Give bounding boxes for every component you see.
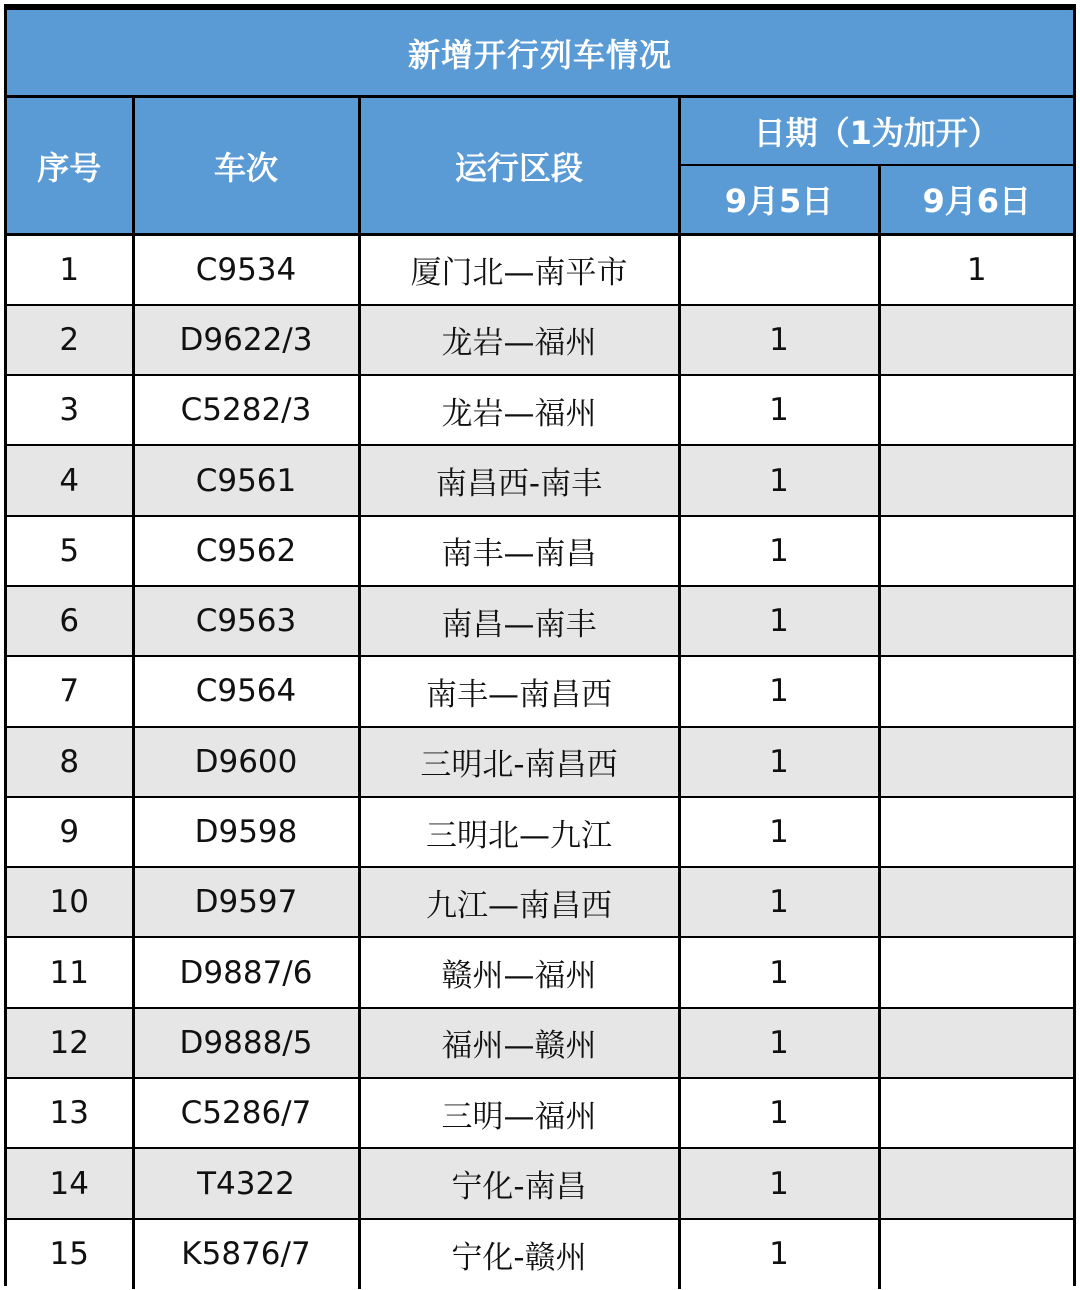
cell-train: C9561 bbox=[133, 445, 359, 515]
cell-date-sep5: 1 bbox=[679, 1078, 879, 1148]
cell-index: 3 bbox=[7, 375, 133, 445]
cell-section: 厦门北—南平市 bbox=[359, 235, 679, 305]
table-row bbox=[7, 516, 1073, 586]
table-row bbox=[7, 656, 1073, 726]
cell-index: 6 bbox=[7, 586, 133, 656]
cell-index: 15 bbox=[7, 1219, 133, 1289]
cell-train: D9597 bbox=[133, 867, 359, 937]
cell-section: 南昌—南丰 bbox=[359, 586, 679, 656]
cell-section: 南丰—南昌 bbox=[359, 516, 679, 586]
cell-section: 南昌西-南丰 bbox=[359, 445, 679, 515]
cell-date-sep6 bbox=[879, 516, 1073, 586]
header-index: 序号 bbox=[7, 97, 133, 235]
cell-section: 宁化-赣州 bbox=[359, 1219, 679, 1289]
page-title: 新增开行列车情况 bbox=[7, 9, 1073, 97]
cell-date-sep6 bbox=[879, 445, 1073, 515]
cell-index: 4 bbox=[7, 445, 133, 515]
cell-date-sep5: 1 bbox=[679, 867, 879, 937]
cell-train: C5282/3 bbox=[133, 375, 359, 445]
cell-index: 11 bbox=[7, 937, 133, 1007]
table-row bbox=[7, 586, 1073, 656]
cell-section: 赣州—福州 bbox=[359, 937, 679, 1007]
cell-index: 10 bbox=[7, 867, 133, 937]
table-row bbox=[7, 1148, 1073, 1218]
cell-train: D9598 bbox=[133, 797, 359, 867]
header-date-sep5: 9月5日 bbox=[679, 165, 879, 235]
cell-section: 九江—南昌西 bbox=[359, 867, 679, 937]
cell-index: 1 bbox=[7, 235, 133, 305]
cell-date-sep5: 1 bbox=[679, 516, 879, 586]
table-row bbox=[7, 797, 1073, 867]
cell-index: 14 bbox=[7, 1148, 133, 1218]
cell-date-sep6 bbox=[879, 797, 1073, 867]
cell-date-sep5: 1 bbox=[679, 1148, 879, 1218]
cell-train: D9888/5 bbox=[133, 1008, 359, 1078]
cell-date-sep5: 1 bbox=[679, 797, 879, 867]
cell-train: C5286/7 bbox=[133, 1078, 359, 1148]
cell-date-sep6 bbox=[879, 1219, 1073, 1289]
cell-train: D9622/3 bbox=[133, 305, 359, 375]
cell-date-sep5: 1 bbox=[679, 1219, 879, 1289]
cell-index: 12 bbox=[7, 1008, 133, 1078]
table-row bbox=[7, 445, 1073, 515]
train-schedule-table bbox=[4, 4, 1076, 1286]
cell-date-sep5: 1 bbox=[679, 656, 879, 726]
cell-train: K5876/7 bbox=[133, 1219, 359, 1289]
cell-train: D9600 bbox=[133, 727, 359, 797]
table-row bbox=[7, 305, 1073, 375]
cell-date-sep6 bbox=[879, 305, 1073, 375]
cell-date-sep5: 1 bbox=[679, 1008, 879, 1078]
header-date-sep6: 9月6日 bbox=[879, 165, 1073, 235]
header-date-group: 日期（1为加开） bbox=[679, 97, 1073, 165]
cell-date-sep6 bbox=[879, 1008, 1073, 1078]
cell-date-sep6 bbox=[879, 727, 1073, 797]
cell-section: 福州—赣州 bbox=[359, 1008, 679, 1078]
cell-train: T4322 bbox=[133, 1148, 359, 1218]
table-row bbox=[7, 1219, 1073, 1289]
cell-section: 三明北-南昌西 bbox=[359, 727, 679, 797]
cell-train: C9562 bbox=[133, 516, 359, 586]
cell-date-sep5: 1 bbox=[679, 375, 879, 445]
cell-section: 三明北—九江 bbox=[359, 797, 679, 867]
cell-date-sep6 bbox=[879, 656, 1073, 726]
table-body bbox=[7, 235, 1073, 1289]
cell-section: 南丰—南昌西 bbox=[359, 656, 679, 726]
cell-date-sep6 bbox=[879, 375, 1073, 445]
cell-date-sep5: 1 bbox=[679, 305, 879, 375]
cell-train: C9564 bbox=[133, 656, 359, 726]
cell-date-sep6 bbox=[879, 1148, 1073, 1218]
cell-date-sep5 bbox=[679, 235, 879, 305]
header-section: 运行区段 bbox=[359, 97, 679, 235]
table-row bbox=[7, 867, 1073, 937]
table-row bbox=[7, 1008, 1073, 1078]
cell-date-sep6 bbox=[879, 867, 1073, 937]
cell-date-sep6 bbox=[879, 1078, 1073, 1148]
cell-date-sep5: 1 bbox=[679, 937, 879, 1007]
cell-date-sep6 bbox=[879, 937, 1073, 1007]
cell-train: D9887/6 bbox=[133, 937, 359, 1007]
cell-section: 宁化-南昌 bbox=[359, 1148, 679, 1218]
cell-date-sep6: 1 bbox=[879, 235, 1073, 305]
cell-section: 三明—福州 bbox=[359, 1078, 679, 1148]
cell-index: 8 bbox=[7, 727, 133, 797]
cell-train: C9563 bbox=[133, 586, 359, 656]
cell-train: C9534 bbox=[133, 235, 359, 305]
table-row bbox=[7, 1078, 1073, 1148]
schedule-grid bbox=[7, 7, 1073, 1289]
table-row bbox=[7, 727, 1073, 797]
header-train: 车次 bbox=[133, 97, 359, 235]
cell-date-sep5: 1 bbox=[679, 586, 879, 656]
cell-date-sep5: 1 bbox=[679, 727, 879, 797]
cell-index: 5 bbox=[7, 516, 133, 586]
cell-date-sep6 bbox=[879, 586, 1073, 656]
cell-index: 2 bbox=[7, 305, 133, 375]
cell-section: 龙岩—福州 bbox=[359, 305, 679, 375]
table-row bbox=[7, 937, 1073, 1007]
cell-index: 9 bbox=[7, 797, 133, 867]
cell-index: 13 bbox=[7, 1078, 133, 1148]
table-row bbox=[7, 375, 1073, 445]
cell-index: 7 bbox=[7, 656, 133, 726]
cell-section: 龙岩—福州 bbox=[359, 375, 679, 445]
table-row bbox=[7, 235, 1073, 305]
cell-date-sep5: 1 bbox=[679, 445, 879, 515]
